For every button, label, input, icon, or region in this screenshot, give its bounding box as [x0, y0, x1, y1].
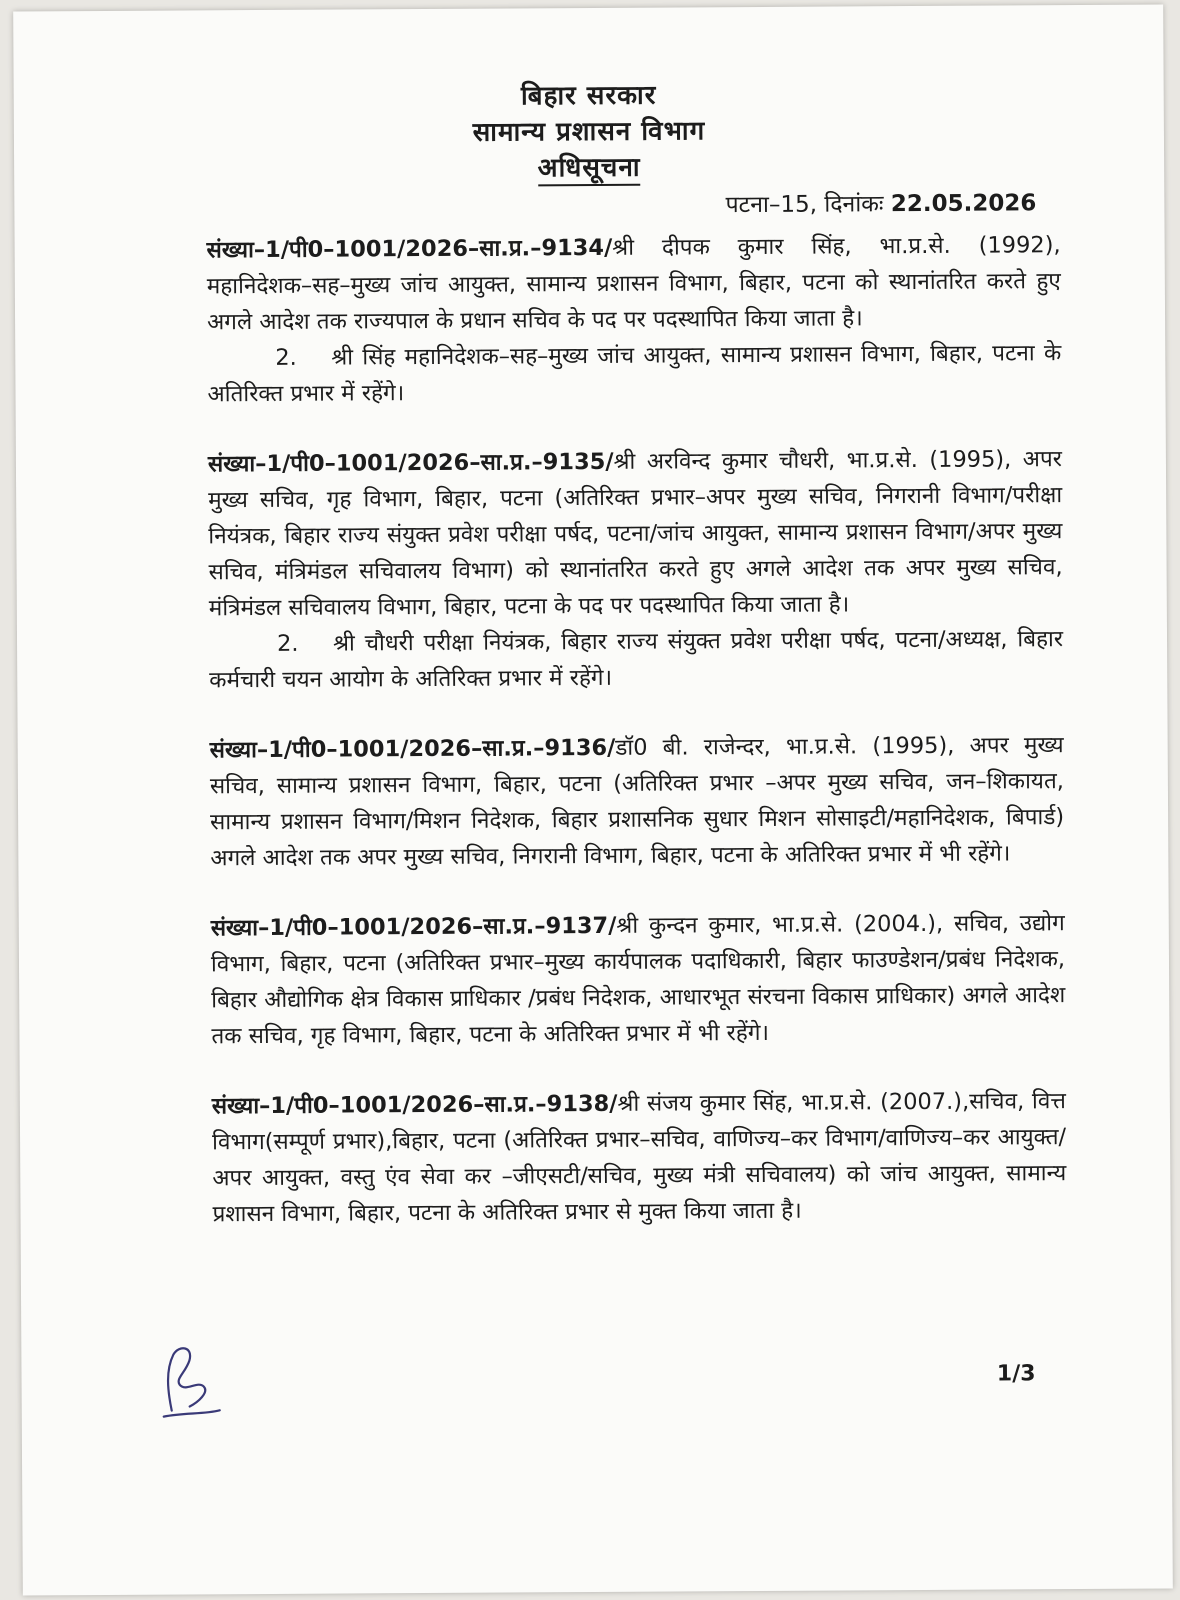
- order-text: श्री कुन्दन कुमार, भा.प्र.से. (2004.), सचिव, उद्योग विभाग, बिहार, पटना (अतिरिक्त प्रभार–मुख्य कार्यपालक पदाधिकारी, बिहार फाउण्डेशन/प्रबंध निदेशक, बिहार औद्योगिक क्षेत्र विकास प्राधिकार /प्रबंध निदेशक, आधारभूत संरचना विकास प्राधिकार) अगले आदेश तक सचिव, गृह विभाग, बिहार, पटना के अतिरिक्त प्रभार में भी रहेंगे।: [210, 910, 1066, 1050]
- order-paragraph: [211, 905, 1066, 1054]
- order-sub-paragraph: [209, 621, 1063, 698]
- sub-text: श्री सिंह महानिदेशक–सह–मुख्य जांच आयुक्त, सामान्य प्रशासन विभाग, बिहार, पटना के अतिरिक्त प्रभार में रहेंगे।: [207, 340, 1062, 408]
- order-reference: संख्या–1/पी0–1001/2026–सा.प्र.–9134/: [206, 234, 613, 264]
- order-paragraph: [208, 441, 1063, 626]
- order-sub-paragraph: [207, 335, 1061, 412]
- government-name: बिहार सरकार: [520, 80, 657, 112]
- department-name: सामान्य प्रशासन विभाग: [472, 116, 706, 148]
- date: 22.05.2026: [890, 190, 1037, 218]
- sub-number: 2.: [275, 344, 297, 371]
- order-block: [211, 905, 1066, 1054]
- place-date: [725, 185, 1036, 219]
- order-text: डॉ0 बी. राजेन्दर, भा.प्र.से. (1995), अपर मुख्य सचिव, सामान्य प्रशासन विभाग, बिहार, पटना (अतिरिक्त प्रभार –अपर मुख्य सचिव, जन–शिकायत, सामान्य प्रशासन विभाग/मिशन निदेशक, बिहार प्रशासनिक सुधार मिशन सोसाइटी/महानिदेशक, बिपार्ड) अगले आदेश तक अपर मुख्य सचिव, निगरानी विभाग, बिहार, पटना के अतिरिक्त प्रभार में भी रहेंगे।: [209, 732, 1065, 872]
- order-block: [210, 727, 1065, 876]
- notice-title: अधिसूचना: [538, 153, 641, 187]
- order-reference: संख्या–1/पी0–1001/2026–सा.प्र.–9136/: [209, 734, 616, 764]
- signature-mark: [153, 1340, 223, 1420]
- place: पटना–15, दिनांकः: [725, 191, 884, 219]
- notice-title-wrap: [14, 146, 1164, 189]
- document-body: [207, 227, 1067, 1266]
- page-number: 1/3: [996, 1361, 1036, 1387]
- order-text: श्री अरविन्द कुमार चौधरी, भा.प्र.से. (1995), अपर मुख्य सचिव, गृह विभाग, बिहार, पटना (अतिरिक्त प्रभार–अपर मुख्य सचिव, निगरानी विभाग/परीक्षा नियंत्रक, बिहार राज्य संयुक्त प्रवेश परीक्षा पर्षद, पटना/जांच आयुक्त, सामान्य प्रशासन विभाग/अपर मुख्य सचिव, मंत्रिमंडल सचिवालय विभाग) को स्थानांतरित करते हुए अगले आदेश तक अपर मुख्य सचिव, मंत्रिमंडल सचिवालय विभाग, बिहार, पटना के पद पर पदस्थापित किया जाता है।: [208, 446, 1063, 622]
- order-paragraph: [210, 727, 1065, 876]
- order-reference: संख्या–1/पी0–1001/2026–सा.प्र.–9135/: [207, 448, 614, 478]
- sub-number: 2.: [276, 630, 299, 657]
- order-text: श्री दीपक कुमार सिंह, भा.प्र.से. (1992), महानिदेशक–सह–मुख्य जांच आयुक्त, सामान्य प्रशासन विभाग, बिहार, पटना को स्थानांतरित करते हुए अगले आदेश तक राज्यपाल के प्रधान सचिव के पद पर पदस्थापित किया जाता है।: [206, 232, 1061, 336]
- document-page: [13, 5, 1173, 1596]
- order-paragraph: [207, 227, 1062, 340]
- order-paragraph: [212, 1083, 1067, 1232]
- order-block: [212, 1083, 1067, 1232]
- order-text: श्री संजय कुमार सिंह, भा.प्र.से. (2007.),सचिव, वित्त विभाग(सम्पूर्ण प्रभार),बिहार, पटना (अतिरिक्त प्रभार–सचिव, वाणिज्य–कर विभाग/वाणिज्य–कर आयुक्त/अपर आयुक्त, वस्तु एंव सेवा कर –जीएसटी/सचिव, मुख्य मंत्री सचिवालय) को जांच आयुक्त, सामान्य प्रशासन विभाग, बिहार, पटना के अतिरिक्त प्रभार से मुक्त किया जाता है।: [212, 1088, 1067, 1228]
- sub-text: श्री चौधरी परीक्षा नियंत्रक, बिहार राज्य संयुक्त प्रवेश परीक्षा पर्षद, पटना/अध्यक्ष, बिहार कर्मचारी चयन आयोग के अतिरिक्त प्रभार में रहेंगे।: [209, 626, 1064, 694]
- order-block: [207, 227, 1062, 412]
- order-reference: संख्या–1/पी0–1001/2026–सा.प्र.–9138/: [211, 1090, 618, 1120]
- document-header: [14, 75, 1165, 190]
- order-reference: संख्या–1/पी0–1001/2026–सा.प्र.–9137/: [210, 912, 617, 942]
- order-block: [208, 441, 1064, 698]
